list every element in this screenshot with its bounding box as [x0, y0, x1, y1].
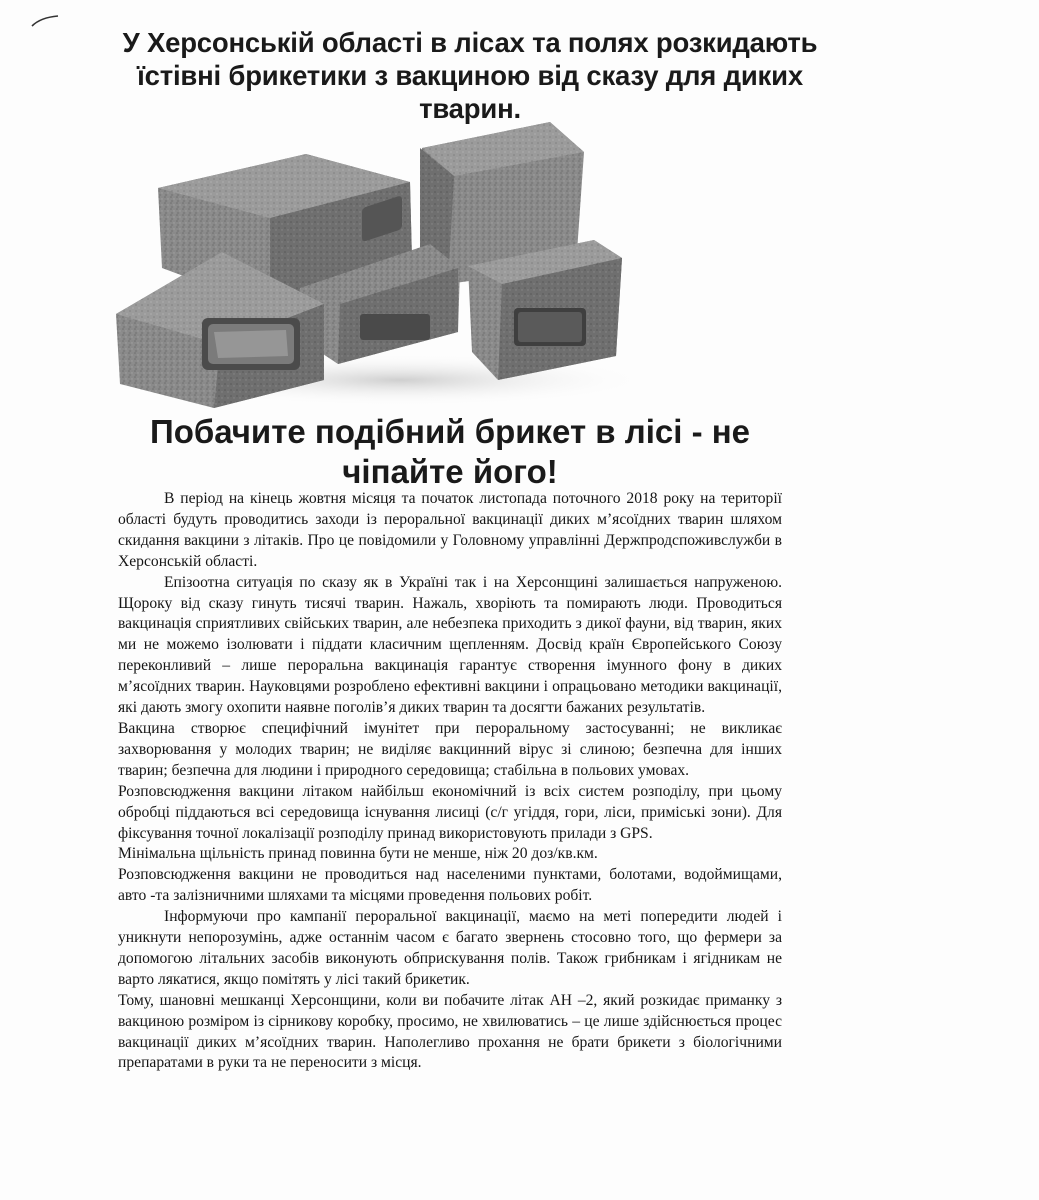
headline: У Херсонській області в лісах та полях розкидають їстівні брикетики з вакциною від сказу для диких тварин.: [122, 27, 818, 124]
paragraph: Епізоотна ситуація по сказу як в Україні так і на Херсонщині залишається напруженою. Щороку від сказу гинуть тисячі тварин. Нажаль, хворіють та помирають люди. Проводиться вакцинація сприятливих свійських тварин, але небезпека приходить з дикої фауни, від тварин, яких ми не можемо ізолювати і піддати класичним щепленням. Досвід країн Європейського Союзу переконливий – лише пероральна вакцинація гарантує створення імунного фону в диких м’ясоїдних тварин. Науковцями розроблено ефективні вакцини і опрацьовано методики вакцинації, які дають змогу охопити наявне поголів’я диких тварин та досягти бажаних результатів.: [118, 573, 782, 717]
paragraph: Розповсюдження вакцини літаком найбільш економічний із всіх систем розподілу, при цьому обробці піддаються всі середовища існування лисиці (с/г угіддя, гори, ліси, приміські зони). Для фіксування точної локалізації розподілу принад використовують прилади з GPS.: [118, 782, 782, 842]
paragraph: Мінімальна щільність принад повинна бути не менше, ніж 20 доз/кв.км.: [118, 845, 598, 863]
paragraph: Інформуючи про кампанії пероральної вакцинації, маємо на меті попередити людей і уникнути непорозумінь, адже останнім часом є багато звернень стосовно того, що фермери за допомогою літальних засобів виконують обприскування полів. Також грибникам і ягідникам не варто лякатися, якщо помітять у лісі такий брикетик.: [118, 908, 782, 988]
paragraph: Вакцина створює специфічний імунітет при пероральному застосуванні; не викликає захворювання у молодих тварин; не виділяє вакцинний вірус зі слиною; безпечна для інших тварин; безпечна для людини і природного середовища; стабільна в польових умовах.: [118, 719, 782, 779]
paragraph: В період на кінець жовтня місяця та початок листопада поточного 2018 року на території області будуть проводитись заходи із пероральної вакцинації диких м’ясоїдних тварин шляхом скидання вакцини з літаків. Про це повідомили у Головному управлінні Держпродспоживслужби в Херсонській області.: [118, 490, 782, 570]
article-body: [118, 489, 782, 1074]
paragraph: Розповсюдження вакцини не проводиться над населеними пунктами, болотами, водоймищами, авто -та залізничними шляхами та місцями проведення польових робіт.: [118, 866, 782, 905]
vaccine-briquettes-photo: [110, 118, 655, 408]
paragraph: Тому, шановні мешканці Херсонщини, коли ви побачите літак АН –2, який розкидає приманку з вакциною розміром із сірникову коробку, просимо, не хвилюватись – це лише здійснюється процес вакцинації диких м’ясоїдних тварин. Наполегливо прохання не брати брикети з біологічними препаратами в руки та не переносити з місця.: [118, 991, 782, 1072]
warning-heading: Побачите подібний брикет в лісі - не чіпайте його!: [149, 413, 751, 490]
pen-mark-icon: [30, 14, 60, 28]
